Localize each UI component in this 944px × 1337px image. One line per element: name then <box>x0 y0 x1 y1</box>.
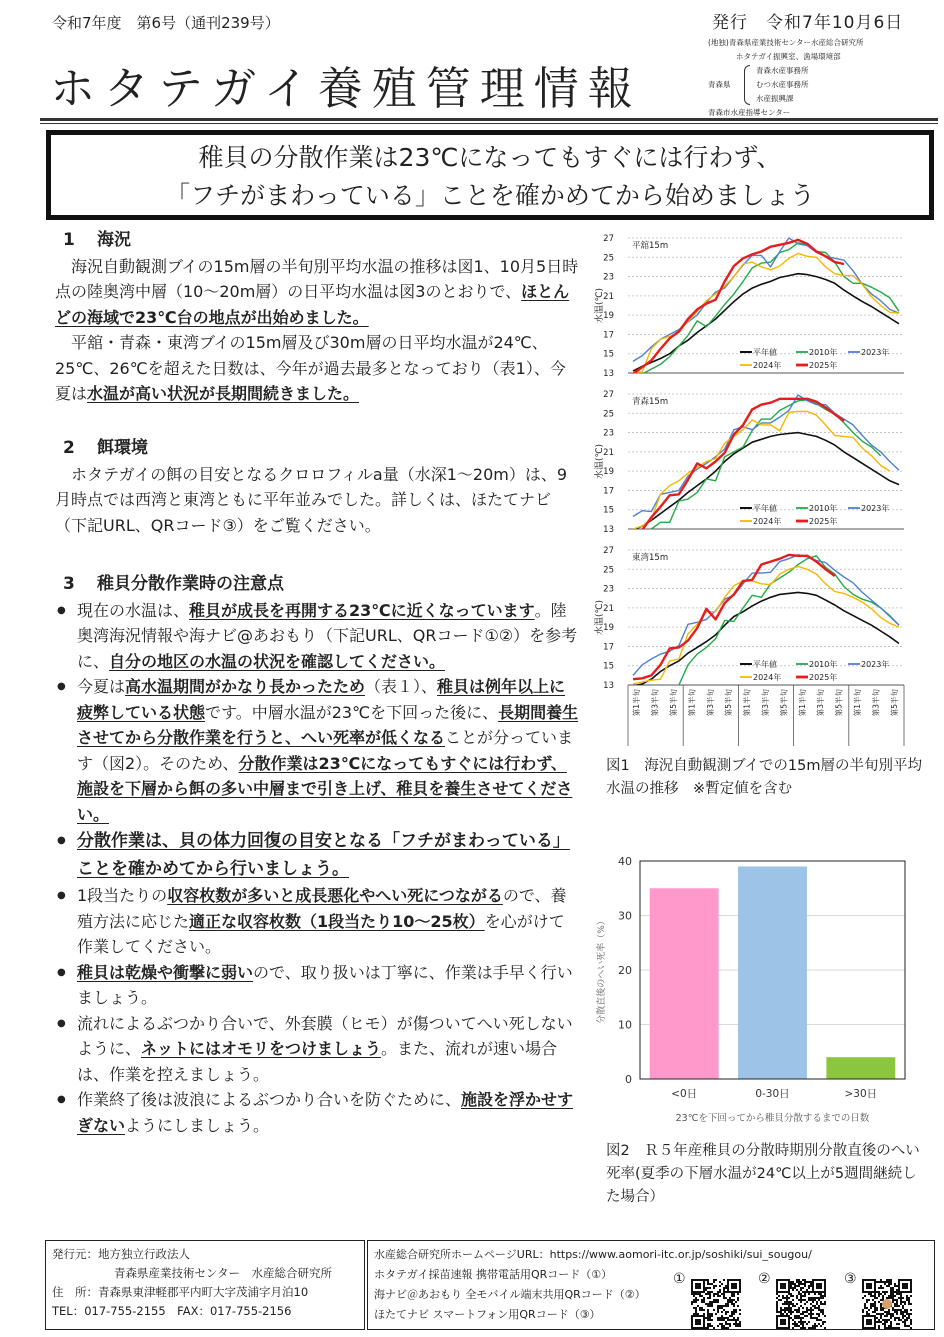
y-tick-label: 25 <box>603 253 614 264</box>
y-tick-label: 19 <box>603 623 614 634</box>
paragraph <box>55 254 580 331</box>
bar-0-30日 <box>738 866 807 1079</box>
y-axis-label: 水温(℃) <box>595 599 605 636</box>
text: 。陸奥湾海況情報や海ナビ@あおもり（下記URL、QRコード①②）を参考に、 <box>77 600 578 671</box>
bullet-item <box>55 883 580 960</box>
text: ので、取り扱いは丁寧に、作業は手早く行いましょう。 <box>77 962 573 1007</box>
emphasis: 適正な収容枚数（1段当たり10～25枚） <box>189 911 485 931</box>
footer-publisher-box <box>45 1240 365 1330</box>
text: 今夏は <box>77 677 126 696</box>
publisher-name-2: 青森県産業技術センター 水産総合研究所 <box>114 1266 333 1280</box>
legend-label: 2025年 <box>809 673 838 682</box>
y-tick-label: 0 <box>625 1073 632 1086</box>
org-line: 水産振興課 <box>756 94 794 103</box>
y-tick-label: 30 <box>618 909 632 923</box>
paragraph: ホタテガイの餌の目安となるクロロフィルa量（水深1～20m）は、9月時点では西湾と東湾ともに平年並みでした。詳しくは、ほたてナビ（下記URL、QRコード③）をご覧ください。 <box>55 464 568 535</box>
bracket <box>744 65 750 105</box>
text: です。中層水温が23℃を下回った後に、 <box>205 702 499 722</box>
y-tick-label: 17 <box>603 330 614 341</box>
homepage-url[interactable]: 水産総合研究所ホームページURL：https://www.aomori-itc.or.jp/soshiki/sui_sougou/ <box>374 1248 812 1261</box>
x-tick-label: 第3半旬 <box>871 689 881 717</box>
prefecture-orgs <box>708 64 938 106</box>
y-tick-label: 13 <box>603 525 614 535</box>
text: 海況自動観測ブイの15m層の半旬別平均水温の推移は図1、10月5日時点の陸奥湾中層（10～20m層）の日平均水温は図3のとおりで、 <box>55 256 579 301</box>
y-tick-label: 20 <box>618 964 632 977</box>
series-line-2023年 <box>633 555 899 676</box>
y-tick-label: 21 <box>603 447 614 458</box>
logo-mark <box>882 1299 892 1309</box>
emphasis: 高水温期間がかなり長かったため <box>125 677 366 696</box>
legend-label: 2024年 <box>753 673 782 682</box>
legend-label: 2010年 <box>809 660 838 669</box>
legend-label: 2010年 <box>809 348 838 357</box>
qr-code-icon <box>691 1279 741 1329</box>
section-number: 3 <box>63 574 75 594</box>
headline-line: 「フチがまわっている」ことを確かめてから始めましょう <box>165 181 815 210</box>
y-tick-label: 15 <box>603 349 614 360</box>
y-tick-label: 40 <box>618 855 632 868</box>
bar-<0日 <box>650 888 719 1079</box>
x-tick-label: 第5半旬 <box>724 689 734 717</box>
publish-date: 発行 令和7年10月6日 <box>712 13 904 33</box>
x-tick-label: 第1半旬 <box>687 689 697 717</box>
publisher-label: 発行元： <box>52 1247 98 1261</box>
chart-title: 東湾15m <box>632 553 669 563</box>
x-tick-label: 第1半旬 <box>797 689 807 717</box>
x-tick-label: 第1半旬 <box>742 689 752 717</box>
page-title: ホタテガイ養殖管理情報 <box>50 62 642 115</box>
y-tick-label: 15 <box>603 661 614 672</box>
line-chart-panel <box>593 546 904 746</box>
x-tick-label: 第3半旬 <box>705 689 715 717</box>
y-tick-label: 17 <box>603 642 614 653</box>
emphasis: 収容枚数が多いと成長悪化やへい死につながる <box>167 886 503 905</box>
x-tick-label: 第5半旬 <box>834 689 844 717</box>
issue-number: 令和7年度 第6号（通刊239号） <box>52 14 280 32</box>
qr-label: ② <box>758 1271 771 1287</box>
text: 現在の水温は、 <box>77 600 190 620</box>
section-title: 海況 <box>97 230 131 250</box>
bullet-item <box>55 1011 580 1088</box>
chart-title: 青森15m <box>632 397 669 407</box>
legend-label: 2023年 <box>861 348 890 357</box>
qr-desc-3: ほたてナビ スマートフォン用QRコード（③） <box>374 1308 601 1321</box>
bar-chart <box>595 855 905 1124</box>
bullet-item <box>55 674 580 827</box>
x-tick-label: 第3半旬 <box>816 689 826 717</box>
y-tick-label: 23 <box>603 584 614 595</box>
address-label: 住 所： <box>52 1285 98 1299</box>
x-tick-label: 第5半旬 <box>779 689 789 717</box>
org-line: 青森水産事務所 <box>756 66 809 75</box>
section-1 <box>55 228 580 407</box>
section-heading <box>55 436 580 462</box>
header-rule <box>40 118 938 124</box>
legend-label: 平年値 <box>753 504 777 513</box>
qr-desc-1: ホタテガイ採苗速報 携帯電話用QRコード（①） <box>374 1268 613 1281</box>
text: 。また、流れが速い場合は、作業を控えましょう。 <box>77 1039 558 1084</box>
x-tick-label: <0日 <box>671 1088 698 1100</box>
text: 作業終了後は波浪によるぶつかり合いを防ぐために、 <box>77 1090 462 1109</box>
qr-code-icon <box>776 1279 826 1329</box>
x-axis-label: 23℃を下回ってから稚貝分散するまでの日数 <box>675 1113 870 1124</box>
figure-2-caption: 図2 Ｒ５年産稚貝の分散時期別分散直後のへい死率(夏季の下層水温が24℃以上が5週間継続した場合） <box>606 1143 920 1205</box>
legend-label: 2023年 <box>861 504 890 513</box>
y-axis-label: 水温(℃) <box>595 443 605 480</box>
emphasis: 自分の地区の水温の状況を確認してください。 <box>109 651 446 671</box>
legend-label: 2024年 <box>753 361 782 370</box>
headline-line: 稚貝の分散作業は23℃になってもすぐには行わず、 <box>198 143 782 172</box>
publisher-name: 地方独立行政法人 <box>98 1247 190 1261</box>
qr-label: ③ <box>844 1271 857 1287</box>
legend-label: 2024年 <box>753 517 782 526</box>
headline-box <box>46 130 934 220</box>
bar->30日 <box>826 1057 895 1079</box>
figure-1-line-charts <box>592 228 914 746</box>
qr-label: ① <box>673 1271 686 1287</box>
x-tick-label: 0-30日 <box>755 1088 790 1100</box>
y-tick-label: 21 <box>603 603 614 614</box>
bullet-item <box>55 1087 580 1138</box>
y-tick-label: 17 <box>603 486 614 497</box>
y-tick-label: 19 <box>603 467 614 478</box>
footer-links-box <box>367 1240 935 1330</box>
y-tick-label: 27 <box>603 390 614 400</box>
emphasis: 稚貝が成長を再開する23℃に近くなっています <box>189 600 535 620</box>
text: を心がけて作業してください。 <box>77 911 565 956</box>
legend-label: 2023年 <box>861 660 890 669</box>
y-axis-label: 分散直後のへい死率（%） <box>597 916 607 1024</box>
y-tick-label: 25 <box>603 565 614 576</box>
y-tick-label: 23 <box>603 272 614 283</box>
section-title: 餌環境 <box>97 438 148 458</box>
y-axis-label: 水温(℃) <box>595 287 605 324</box>
prefecture-label: 青森県 <box>708 80 731 89</box>
emphasis: 分散作業は23℃になってもすぐには行わず、 <box>238 753 567 773</box>
section-heading <box>55 228 580 254</box>
x-tick-label: 第5半旬 <box>889 689 899 717</box>
legend-label: 平年値 <box>753 348 777 357</box>
figure-1-caption: 図1 海況自動観測ブイでの15m層の半旬別平均水温の推移 ※暫定値を含む <box>606 758 922 797</box>
figure-2-bar-chart <box>594 848 914 1130</box>
paragraph <box>55 330 580 407</box>
emphasis: ネットにはオモリをつけましょう <box>141 1039 382 1058</box>
text: 流れによるぶつかり合いで、外套膜（ヒモ）が傷ついてへい死しないように、 <box>77 1013 573 1058</box>
emphasis: 稚貝は乾燥や衝撃に弱い <box>77 962 254 982</box>
legend-label: 2025年 <box>809 517 838 526</box>
section-number: 2 <box>63 438 75 458</box>
section-3 <box>55 572 580 1138</box>
x-tick-label: 第5半旬 <box>669 689 678 717</box>
org-line: むつ水産事務所 <box>756 80 809 89</box>
phone-fax: TEL：017-755-2155 FAX：017-755-2156 <box>52 1304 292 1318</box>
line-chart-panel <box>593 234 904 379</box>
y-tick-label: 15 <box>603 505 614 516</box>
legend-label: 2010年 <box>809 504 838 513</box>
y-tick-label: 10 <box>618 1018 632 1032</box>
y-tick-label: 21 <box>603 291 614 302</box>
section-title: 稚貝分散作業時の注意点 <box>97 574 284 594</box>
text: （表１）、 <box>365 677 438 696</box>
emphasis: ほとんどの海域で23℃台の地点が出始めました。 <box>55 282 570 327</box>
bullet-item <box>55 598 580 675</box>
legend-label: 2025年 <box>809 361 838 370</box>
y-tick-label: 13 <box>603 369 614 379</box>
x-tick-label: 第1半旬 <box>853 689 862 717</box>
text: ようにしましょう。 <box>125 1115 270 1135</box>
section-heading <box>55 572 580 598</box>
section-number: 1 <box>63 230 75 250</box>
emphasis: 水温が高い状況が長期間続きました。 <box>87 384 360 403</box>
org-line: ホタテガイ振興室、漁場環境部 <box>736 52 841 61</box>
text: 平舘・青森・東湾ブイの15m層及び30m層の日平均水温が24℃、25℃、26℃を超えた日数は、今年が過去最多となっており（表1）、今夏は <box>55 333 566 403</box>
emphasis: 分散作業は、貝の体力回復の目安となる「フチがまわっている」ことを確かめてから行いましょう。 <box>77 831 570 879</box>
legend-label: 平年値 <box>753 660 777 669</box>
qr-desc-2: 海ナビ＠あおもり 全モバイル端末共用QRコード（②） <box>374 1288 646 1301</box>
emphasis: 稚貝は例年以上に疲弊している状態 <box>77 677 566 722</box>
y-tick-label: 27 <box>603 234 614 244</box>
y-tick-label: 25 <box>603 409 614 420</box>
chart-title: 平舘15m <box>632 241 669 251</box>
bullet-item <box>55 960 580 1011</box>
text: 1段当たりの <box>77 886 168 905</box>
qr-code-icon <box>862 1279 912 1329</box>
line-chart-panel <box>593 390 904 535</box>
y-tick-label: 19 <box>603 311 614 322</box>
series-line-平年値 <box>633 592 899 686</box>
address: 青森県東津軽郡平内町大字茂浦字月泊10 <box>98 1285 309 1299</box>
org-line: 青森市水産指導センター <box>708 108 791 117</box>
publisher-organizations <box>708 36 938 120</box>
section-2 <box>55 436 580 538</box>
y-tick-label: 13 <box>603 681 614 691</box>
x-tick-label: >30日 <box>844 1088 878 1100</box>
y-tick-label: 27 <box>603 546 614 556</box>
y-tick-label: 23 <box>603 428 614 439</box>
emphasis: 長期間養生させてから分散作業を行うと、へい死率が低くなる <box>77 702 579 747</box>
text: ことが分っています（図2）。そのため、 <box>77 728 574 773</box>
emphasis: 施設を下層から餌の多い中層まで引き上げ、稚貝を養生させてください。 <box>77 779 573 824</box>
x-tick-label: 第3半旬 <box>761 689 770 717</box>
x-tick-label: 第1半旬 <box>632 689 642 717</box>
bullet-item <box>55 827 580 883</box>
text: ので、養殖方法に応じた <box>77 886 567 931</box>
x-tick-label: 第3半旬 <box>650 689 660 717</box>
emphasis: 施設を浮かせすぎない <box>77 1090 574 1135</box>
org-line: (地独)青森県産業技術センター水産総合研究所 <box>708 38 864 47</box>
